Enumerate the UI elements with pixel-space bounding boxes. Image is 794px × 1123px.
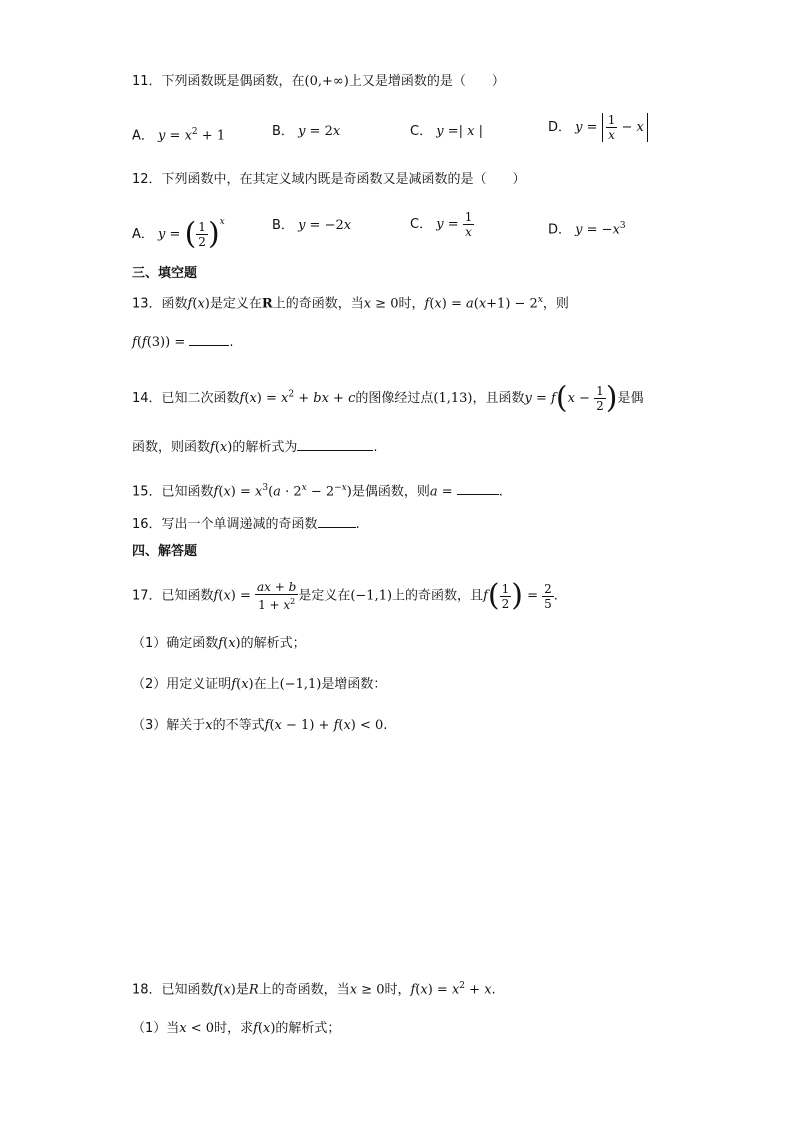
q17-part-1: （1）确定函数f(x)的解析式； (132, 636, 306, 651)
part-var: x (205, 718, 213, 733)
option-label: A． (132, 128, 154, 144)
q18-part-1: （1）当x < 0时，求f(x)的解析式； (132, 1021, 341, 1036)
part-number: （2） (132, 677, 167, 692)
option-label: B． (272, 124, 294, 139)
part-text: 解关于 (166, 718, 206, 733)
part-text: 在上 (253, 677, 280, 692)
question-12 (132, 170, 526, 190)
q13-text: 13．函数 (132, 296, 188, 312)
option-label: D． (548, 120, 572, 135)
q16-text: . (355, 517, 360, 532)
question-16 (132, 514, 360, 535)
q11-option-d: D． y = $\frac{1}{x}$ − x (548, 113, 648, 142)
q11-text-end: 上又是增函数的是（ ） (348, 74, 505, 89)
q18-set: R (248, 982, 259, 998)
part-text: 确定函数 (166, 636, 219, 651)
q15-text: 是偶函数，则 (351, 484, 430, 500)
question-15: 15．已知函数$f(x) = x^3(a \cdot 2^x - 2^{-x})$是偶函数，则a = . (132, 483, 503, 500)
option-label: A． (132, 227, 154, 242)
part-text: 的解析式； (240, 636, 306, 651)
q14-text: 的解析式为 (232, 440, 298, 455)
q11-option-c: C． y =| x | (410, 124, 483, 139)
q13-text: 时， (398, 296, 425, 312)
q12-text: 12．下列函数中，在其定义域内既是奇函数又是减函数的是（ ） (132, 172, 526, 187)
q18-text: 是 (235, 982, 249, 998)
q11-option-a-formula: y (158, 128, 166, 144)
option-label: C． (410, 124, 433, 139)
q11-option-d-formula: y (575, 120, 583, 135)
q12-option-a-formula: y (158, 227, 166, 242)
part-text: 是增函数： (321, 677, 387, 692)
question-18: 18．已知函数f(x)是R上的奇函数，当x ≥ 0时，$f(x) = x^2 + x$. (132, 981, 496, 998)
q14-answer-blank[interactable] (297, 437, 373, 451)
q11-option-c-formula: y (436, 124, 444, 139)
part-number: （3） (132, 718, 167, 733)
q16-text: 16．写出一个单调递减的奇函数 (132, 517, 318, 532)
section-fill-in-blank: 三、填空题 (132, 266, 198, 281)
option-label: B． (272, 218, 294, 233)
q15-answer-blank[interactable] (457, 481, 499, 495)
q12-option-b: B． y = −2x (272, 218, 352, 233)
part-text: 的不等式 (212, 718, 265, 733)
part-interval: (−1,1) (279, 677, 322, 692)
q14-text: . (373, 440, 378, 455)
option-label: C． (410, 217, 433, 232)
q15-text: 15．已知函数 (132, 484, 214, 500)
part-number: （1）当 (132, 1021, 180, 1036)
part-text: 的解析式； (275, 1021, 341, 1036)
question-13: 13．函数f(x)是定义在R上的奇函数，当x ≥ 0时，$f(x) = a(x+1) - 2^x$，则 (132, 295, 569, 312)
q12-option-c-formula: y (436, 217, 444, 232)
q13-answer-blank[interactable] (189, 332, 229, 346)
q17-interval: (−1,1) (350, 588, 393, 604)
q13-text: ，则 (542, 296, 569, 312)
q14-point: (1,13) (433, 391, 473, 406)
q12-option-c: C． y = $\frac{1}{x}$ (410, 210, 473, 239)
part-text: 用定义证明 (166, 677, 232, 692)
q11-option-a: A． $y = x^2 + 1$ (132, 127, 226, 144)
q17-text: 上的奇函数，且 (392, 588, 484, 604)
question-13-line2: f(f(3)) = . (132, 332, 234, 353)
q18-text: 上的奇函数，当 (258, 982, 350, 998)
question-14-line2: 函数，则函数f(x)的解析式为 . (132, 437, 377, 458)
q12-option-a: A． y = ( $\frac{1}{2}$ )$^x$ (132, 216, 225, 252)
q13-set: R (261, 296, 273, 312)
q18-text: . (491, 982, 496, 998)
q14-text: 14．已知二次函数 (132, 391, 240, 406)
part-text: 时，求 (214, 1021, 254, 1036)
part-number: （1） (132, 636, 167, 651)
question-14: 14．已知二次函数$f(x) = x^2$ + bx + c的图像经过点(1,13)，且函数y = f(x − $\frac{1}{2}$ )是偶 (132, 380, 644, 416)
q13-text: . (229, 335, 234, 350)
question-11 (132, 72, 505, 92)
q15-text: . (498, 484, 503, 500)
q17-part-3: （3）解关于x的不等式f(x − 1) + f(x) < 0. (132, 718, 388, 733)
q12-option-b-formula: y (298, 218, 306, 233)
q13-formula: f (132, 335, 137, 350)
q13-text: 是定义在 (209, 296, 262, 312)
q11-interval: (0,+∞) (304, 74, 349, 89)
q14-text: 函数，则函数 (132, 440, 211, 455)
q17-text: 17．已知函数 (132, 588, 214, 604)
q18-text: 18．已知函数 (132, 982, 214, 998)
q12-option-d-formula: y (575, 222, 583, 238)
q17-text: 是定义在 (298, 588, 351, 604)
q14-text: 是偶 (617, 391, 644, 406)
question-17: 17．已知函数f(x) = $\frac{ax + b}{1 + x^2}$ 是定义在(−1,1)上的奇函数，且f( $\frac{1}{2}$ ) = $\frac{2}{5}$ . (132, 578, 558, 613)
q12-option-d: D． $y = -x^3$ (548, 221, 626, 238)
q13-text: 上的奇函数，当 (272, 296, 364, 312)
q18-text: 时， (384, 982, 411, 998)
q14-text: ，且函数 (472, 391, 525, 406)
q17-part-2: （2）用定义证明f(x)在上(−1,1)是增函数： (132, 677, 387, 692)
section-problems: 四、解答题 (132, 544, 198, 559)
q16-answer-blank[interactable] (318, 514, 356, 528)
q11-text: 11．下列函数既是偶函数，在 (132, 74, 305, 89)
part-text: . (383, 718, 388, 733)
q11-option-b: B． y = 2x (272, 124, 341, 139)
q17-text: . (553, 588, 558, 604)
q14-text: 的图像经过点 (355, 391, 434, 406)
option-label: D． (548, 222, 572, 238)
q11-option-b-formula: y (298, 124, 306, 139)
